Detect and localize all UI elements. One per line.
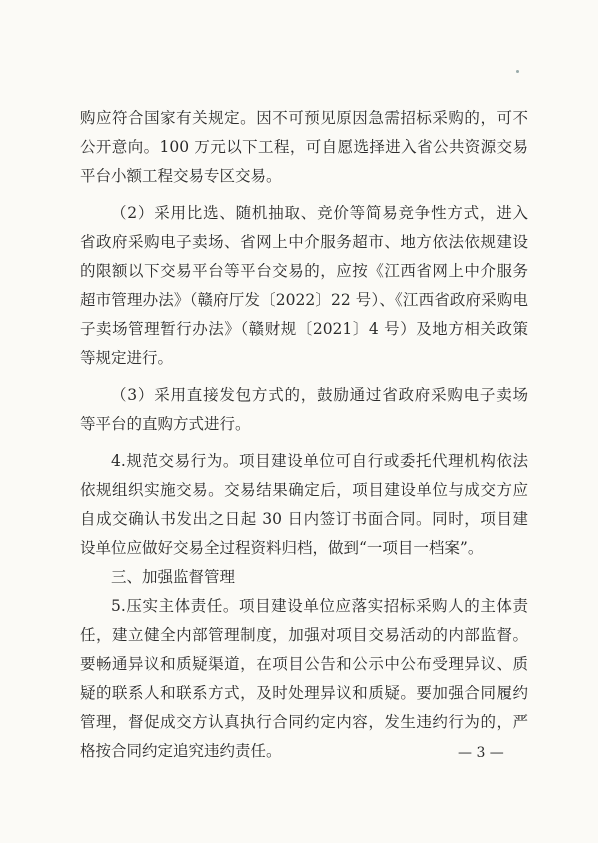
page-number: — 3 — bbox=[458, 745, 504, 761]
paragraph-line: 超市管理办法》（赣府厅发〔2022〕22 号）、《江西省政府采购电 bbox=[80, 291, 528, 309]
body-text bbox=[80, 104, 528, 766]
paragraph-line: 等规定进行。 bbox=[80, 349, 174, 367]
paragraph-line: （3）采用直接发包方式的，鼓励通过省政府采购电子卖场 bbox=[111, 386, 528, 404]
paragraph-line: 依规组织实施交易。交易结果确定后，项目建设单位与成交方应 bbox=[80, 481, 528, 499]
paragraph-line: 等平台的直购方式进行。 bbox=[80, 415, 251, 433]
paragraph-line: 管理，督促成交方认真执行合同约定内容，发生违约行为的，严 bbox=[80, 713, 528, 731]
paragraph-line: 设单位应做好交易全过程资料归档，做到“一项目一档案”。 bbox=[80, 539, 484, 557]
paragraph-line: 任，建立健全内部管理制度，加强对项目交易活动的内部监督。 bbox=[80, 626, 528, 644]
paragraph-line: 子卖场管理暂行办法》（赣财规〔2021〕4 号）及地方相关政策 bbox=[80, 320, 528, 338]
paragraph-line: 5.压实主体责任。项目建设单位应落实招标采购人的主体责 bbox=[111, 597, 528, 615]
paragraph-line: 4.规范交易行为。项目建设单位可自行或委托代理机构依法 bbox=[111, 452, 528, 470]
paragraph-line: 自成交确认书发出之日起 30 日内签订书面合同。同时，项目建 bbox=[80, 510, 528, 528]
section-heading: 三、加强监督管理 bbox=[111, 568, 236, 586]
paragraph-line: 公开意向。100 万元以下工程，可自愿选择进入省公共资源交易 bbox=[80, 138, 528, 156]
scan-speck bbox=[516, 70, 519, 73]
paragraph-line: 平台小额工程交易专区交易。 bbox=[80, 167, 282, 185]
paragraph-line: （2）采用比选、随机抽取、竞价等简易竞争性方式，进入 bbox=[111, 204, 528, 222]
paragraph-line: 疑的联系人和联系方式，及时处理异议和质疑。要加强合同履约 bbox=[80, 684, 528, 702]
paragraph-line: 要畅通异议和质疑渠道，在项目公告和公示中公布受理异议、质 bbox=[80, 655, 528, 673]
paragraph-line: 格按合同约定追究违约责任。 bbox=[80, 742, 282, 760]
paragraph-line: 省政府采购电子卖场、省网上中介服务超市、地方依法依规建设 bbox=[80, 233, 528, 251]
paragraph-line: 购应符合国家有关规定。因不可预见原因急需招标采购的，可不 bbox=[80, 109, 528, 127]
paragraph-line: 的限额以下交易平台等平台交易的，应按《江西省网上中介服务 bbox=[80, 262, 528, 280]
